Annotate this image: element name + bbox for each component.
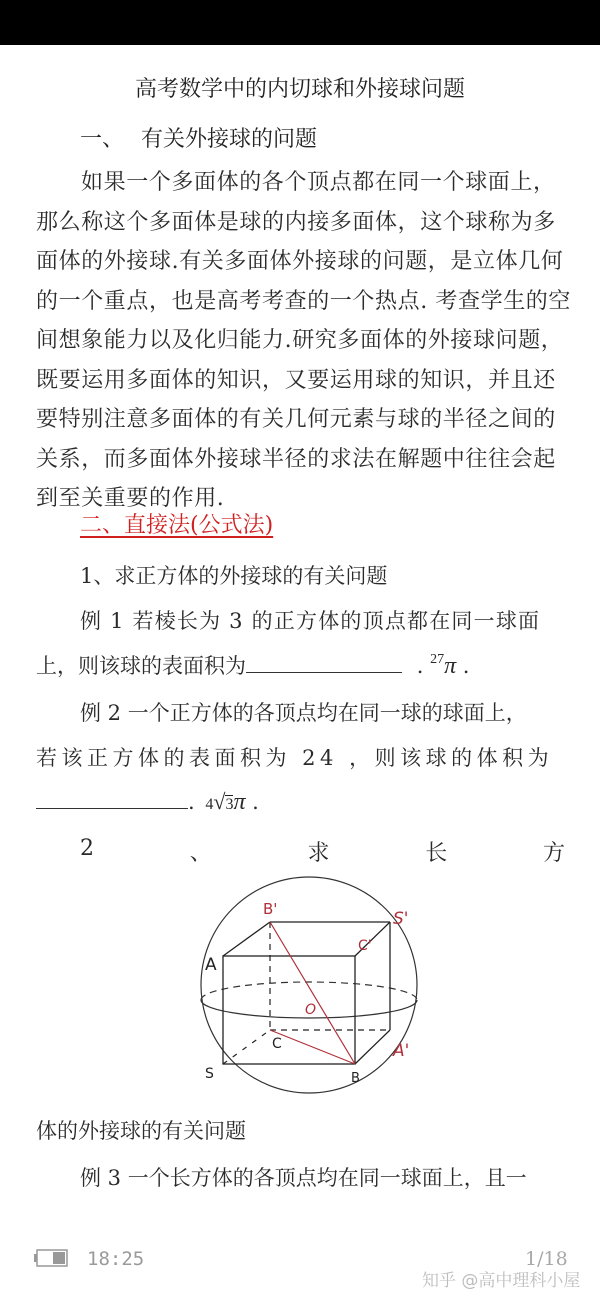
sphere-cuboid-diagram bbox=[185, 872, 435, 1097]
section-1-number: 一、 bbox=[80, 127, 125, 152]
sub2-char: 方 bbox=[542, 841, 565, 866]
intro-line: 那么称这个多面体是球的内接多面体，这个球称为多 bbox=[36, 209, 556, 235]
sub2-char: 长 bbox=[425, 841, 448, 866]
label-c: C bbox=[272, 1036, 282, 1052]
battery-icon bbox=[34, 1249, 68, 1271]
example-1-prefix: 上，则该球的表面积为 bbox=[36, 654, 246, 678]
clock-time: 18:25 bbox=[87, 1248, 145, 1270]
intro-paragraph bbox=[36, 163, 571, 519]
zhihu-watermark: 知乎 @高中理科小屋 bbox=[422, 1271, 581, 1291]
intro-line: 间想象能力以及化归能力.研究多面体的外接球问题， bbox=[36, 328, 564, 353]
intro-line: 面体的外接球.有关多面体外接球的问题，是立体几何 bbox=[36, 249, 564, 274]
example-2-line-2: 若该正方体的表面积为 24 ，则该球的体积为 bbox=[36, 746, 554, 770]
intro-line: 如果一个多面体的各个顶点都在同一个球面上， bbox=[81, 170, 556, 195]
document-title: 高考数学中的内切球和外接球问题 bbox=[134, 77, 465, 102]
sqrt-icon: √ bbox=[213, 789, 226, 814]
intro-line: 到至关重要的作用. bbox=[36, 486, 225, 511]
answer-1-coef: 27 bbox=[430, 652, 445, 667]
sub2-char: 、 bbox=[189, 841, 212, 866]
sub2-char: 2 bbox=[80, 836, 94, 861]
dot: . bbox=[462, 654, 470, 678]
label-b-prime: B' bbox=[263, 900, 278, 918]
label-o: O bbox=[305, 1002, 317, 1018]
intro-line: 的一个重点，也是高考考查的一个热点. 考查学生的空 bbox=[36, 288, 571, 314]
label-a: A bbox=[205, 955, 217, 975]
answer-1 bbox=[430, 654, 456, 678]
answer-blank bbox=[36, 788, 188, 809]
answer-blank bbox=[246, 652, 402, 673]
example-2-line-3 bbox=[36, 788, 259, 816]
subsection-2-start bbox=[80, 836, 565, 867]
example-1-line-1: 例 1 若棱长为 3 的正方体的顶点都在同一球面 bbox=[80, 609, 541, 633]
sub2-char: 求 bbox=[307, 841, 330, 866]
pi-symbol: π bbox=[233, 789, 246, 815]
cuboid-in-sphere-figure bbox=[185, 872, 435, 1101]
pi-symbol: π bbox=[444, 653, 457, 679]
subsection-1: 1、求正方体的外接球的有关问题 bbox=[80, 564, 388, 588]
page-indicator: 1/18 bbox=[525, 1248, 568, 1270]
example-3-line-1: 例 3 一个长方体的各顶点均在同一球面上，且一 bbox=[80, 1166, 527, 1190]
intro-line: 关系，而多面体外接球半径的求法在解题中往往会起 bbox=[36, 446, 556, 472]
example-1-line-2 bbox=[36, 650, 469, 680]
answer-2-coef: 4 bbox=[205, 796, 214, 813]
section-1-heading bbox=[80, 122, 317, 153]
label-a-prime: A' bbox=[393, 1041, 410, 1061]
label-s: S bbox=[205, 1066, 214, 1082]
answer-2-radicand: 3 bbox=[225, 796, 234, 813]
intro-line: 要特别注意多面体的有关几何元素与球的半径之间的 bbox=[36, 407, 556, 432]
dot: . bbox=[416, 654, 424, 678]
label-c-prime: C' bbox=[358, 938, 372, 954]
dot: . bbox=[188, 790, 195, 814]
section-1-label: 有关外接球的问题 bbox=[141, 127, 318, 152]
answer-2 bbox=[205, 790, 245, 814]
section-2-heading: 二、直接法(公式法) bbox=[80, 513, 274, 538]
label-s-prime: S' bbox=[393, 909, 409, 929]
label-b: B bbox=[351, 1071, 360, 1086]
dot: . bbox=[252, 790, 259, 814]
intro-line: 既要运用多面体的知识，又要运用球的知识，并且还 bbox=[36, 367, 556, 393]
example-2-line-1: 例 2 一个正方体的各顶点均在同一球的球面上， bbox=[80, 701, 527, 725]
subsection-2-tail: 体的外接球的有关问题 bbox=[36, 1119, 246, 1143]
top-black-bar bbox=[0, 0, 600, 45]
